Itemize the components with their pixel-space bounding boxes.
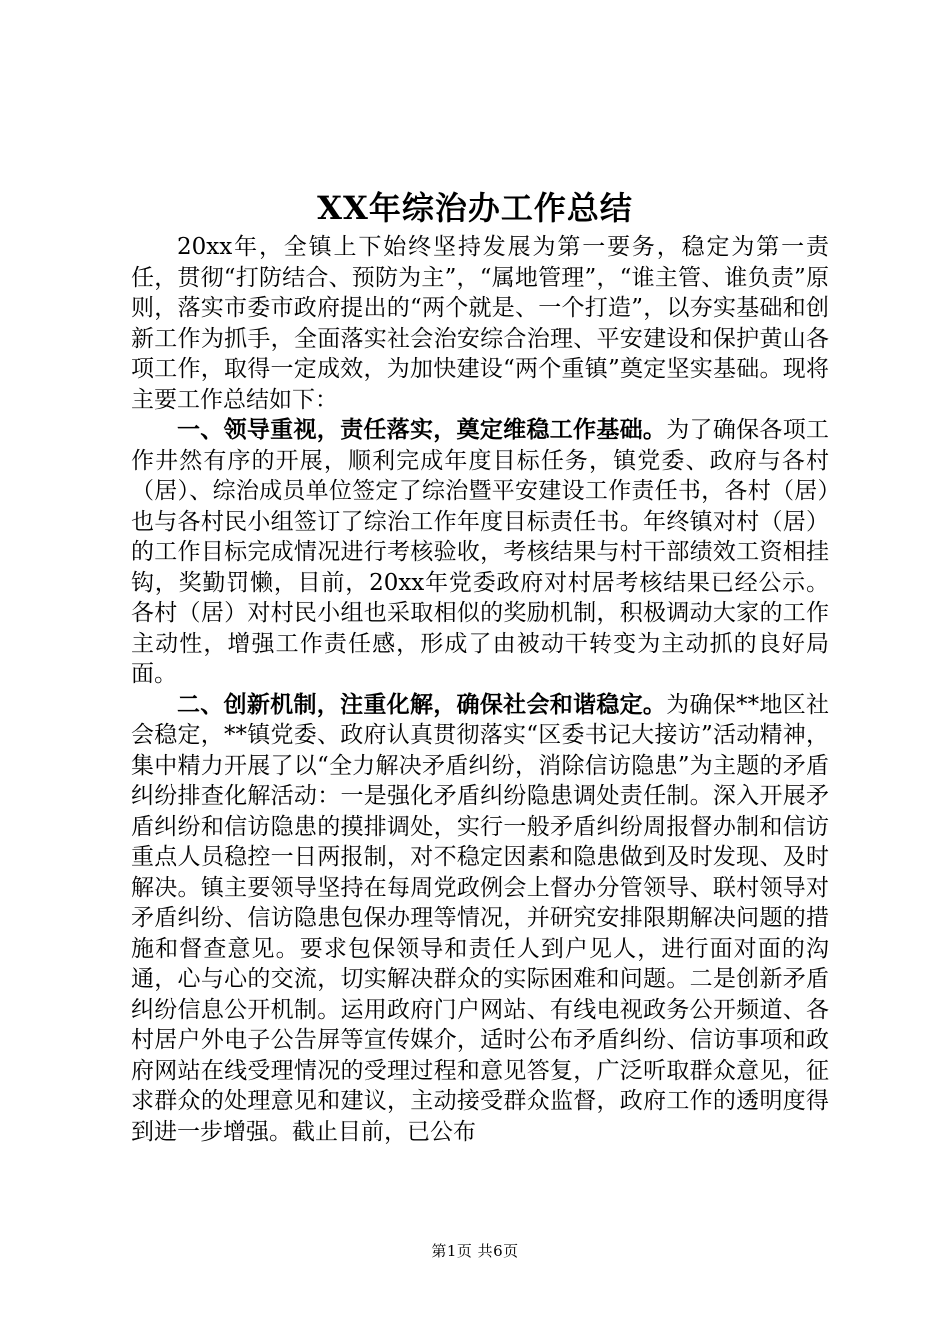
page-footer: 第1页 共6页 [431,1242,519,1260]
section-two-text: 为确保**地区社会稳定，**镇党委、政府认真贯彻落实“区委书记大接访”活动精神，集中精力开展了以“全力解决矛盾纠纷，消除信访隐患”为主题的矛盾纠纷排查化解活动：一是强化矛盾纠纷隐患调处责任制。深入开展矛盾纠纷和信访隐患的摸排调处，实行一般矛盾纠纷周报督办制和信访重点人员稳控一日两报制，对不稳定因素和隐患做到及时发现、及时解决。镇主要领导坚持在每周党政例会上督办分管领导、联村领导对矛盾纠纷、信访隐患包保办理等情况，并研究安排限期解决问题的措施和督查意见。要求包保领导和责任人到户见人，进行面对面的沟通，心与心的交流，切实解决群众的实际困难和问题。二是创新矛盾纠纷信息公开机制。运用政府门户网站、有线电视政务公开频道、各村居户外电子公告屏等宣传媒介，适时公布矛盾纠纷、信访事项和政府网站在线受理情况的受理过程和意见答复，广泛听取群众意见，征求群众的处理意见和建议，主动接受群众监督，政府工作的透明度得到进一步增强。截止目前，已公布 [131,691,830,1145]
intro-paragraph [131,232,829,415]
section-one-paragraph [131,415,829,690]
section-one-heading: 一、领导重视，责任落实，奠定维稳工作基础。 [177,416,667,443]
section-two-paragraph [131,690,829,1148]
page-title: XX年综治办工作总结 [317,189,633,227]
document-body [131,232,829,1147]
section-two-heading: 二、创新机制，注重化解，确保社会和谐稳定。 [177,690,667,718]
section-one-text: 为了确保各项工作井然有序的开展，顺利完成年度目标任务，镇党委、政府与各村（居）、综治成员单位签定了综治暨平安建设工作责任书，各村（居）也与各村民小组签订了综治工作年度目标责任书。年终镇对村（居）的工作目标完成情况进行考核验收，考核结果与村干部绩效工资相挂钩，奖勤罚懒，目前，20xx年党委政府对村居考核结果已经公示。各村（居）对村民小组也采取相似的奖励机制，积极调动大家的工作主动性，增强工作责任感，形成了由被动干转变为主动抓的良好局面。 [131,417,830,687]
intro-text: 20xx年，全镇上下始终坚持发展为第一要务，稳定为第一责任，贯彻“打防结合、预防为主”，“属地管理”，“谁主管、谁负责”原则，落实市委市政府提出的“两个就是、一个打造”，以夯实基础和创新工作为抓手，全面落实社会治安综合治理、平安建设和保护黄山各项工作，取得一定成效，为加快建设“两个重镇”奠定坚实基础。现将主要工作总结如下： [131,234,829,413]
